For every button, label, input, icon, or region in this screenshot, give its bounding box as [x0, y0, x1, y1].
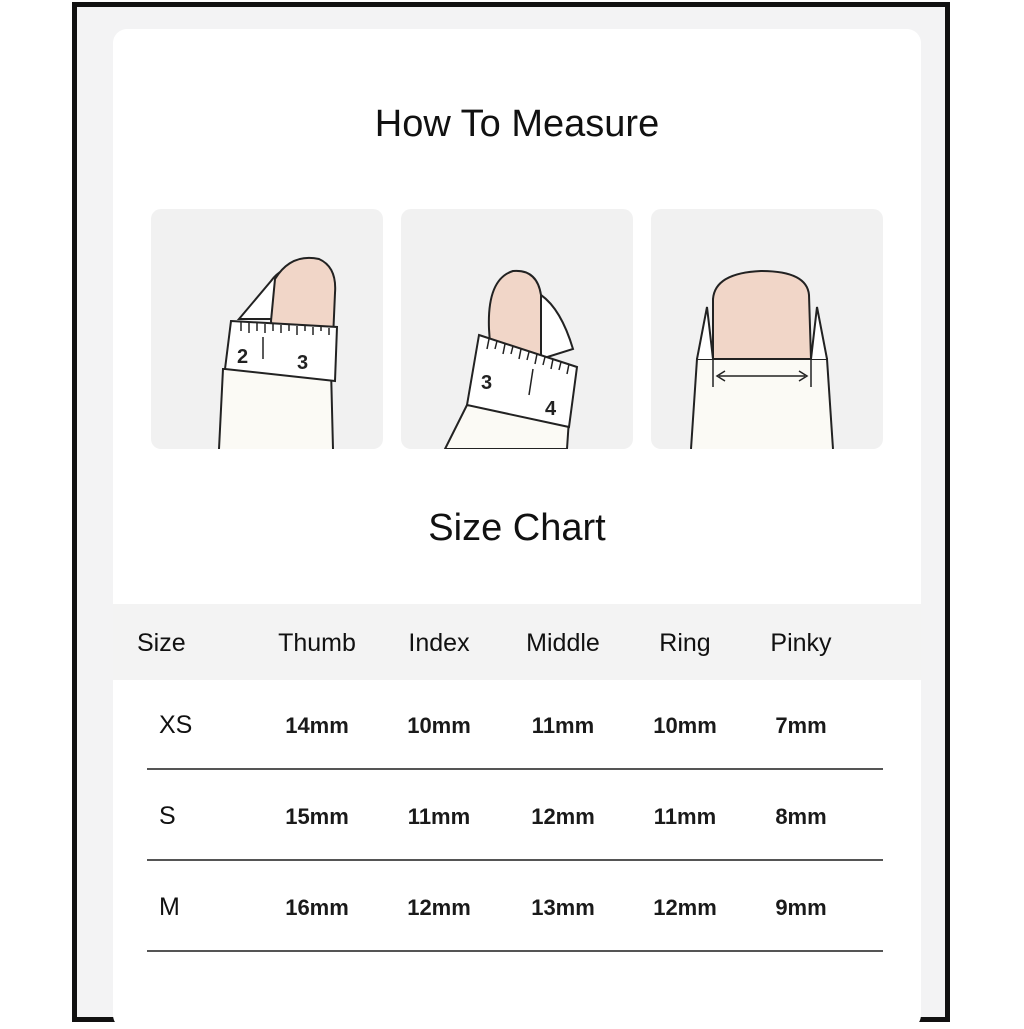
index-value: 11mm — [407, 804, 471, 829]
illustration-nail-width — [651, 209, 883, 449]
tape-number: 4 — [545, 398, 557, 420]
ring-value: 11mm — [653, 804, 717, 829]
row-divider — [147, 859, 883, 861]
tape-number: 2 — [237, 346, 249, 368]
middle-value: 11mm — [531, 713, 595, 738]
illustration-finger-tape — [401, 209, 633, 449]
row-divider — [147, 950, 883, 952]
how-to-measure-title: How To Measure — [374, 103, 660, 145]
header-index: Index — [408, 629, 470, 657]
pinky-value: 9mm — [775, 895, 827, 920]
thumb-value: 14mm — [285, 713, 349, 738]
finger-tape-drawing — [401, 209, 633, 449]
index-value: 12mm — [407, 895, 471, 920]
tape-number: 3 — [481, 372, 493, 394]
pinky-value: 8mm — [775, 804, 827, 829]
page-frame — [72, 2, 950, 1022]
thumb-value: 15mm — [285, 804, 349, 829]
ring-value: 12mm — [653, 895, 717, 920]
header-size: Size — [137, 629, 186, 657]
header-pinky: Pinky — [770, 629, 832, 657]
thumb-tape-drawing — [151, 209, 383, 449]
size-chart-title: Size Chart — [428, 507, 606, 549]
row-size-label: XS — [159, 711, 193, 739]
nail-width-drawing — [651, 209, 883, 449]
illustration-thumb-tape — [151, 209, 383, 449]
index-value: 10mm — [407, 713, 471, 738]
middle-value: 12mm — [531, 804, 595, 829]
header-ring: Ring — [659, 629, 711, 657]
header-middle: Middle — [526, 629, 600, 657]
pinky-value: 7mm — [775, 713, 827, 738]
middle-value: 13mm — [531, 895, 595, 920]
header-thumb: Thumb — [278, 629, 356, 657]
thumb-value: 16mm — [285, 895, 349, 920]
tape-number: 3 — [297, 352, 309, 374]
row-divider — [147, 768, 883, 770]
size-guide-card — [113, 29, 921, 1029]
row-size-label: M — [159, 893, 180, 921]
ring-value: 10mm — [653, 713, 717, 738]
row-size-label: S — [159, 802, 176, 830]
